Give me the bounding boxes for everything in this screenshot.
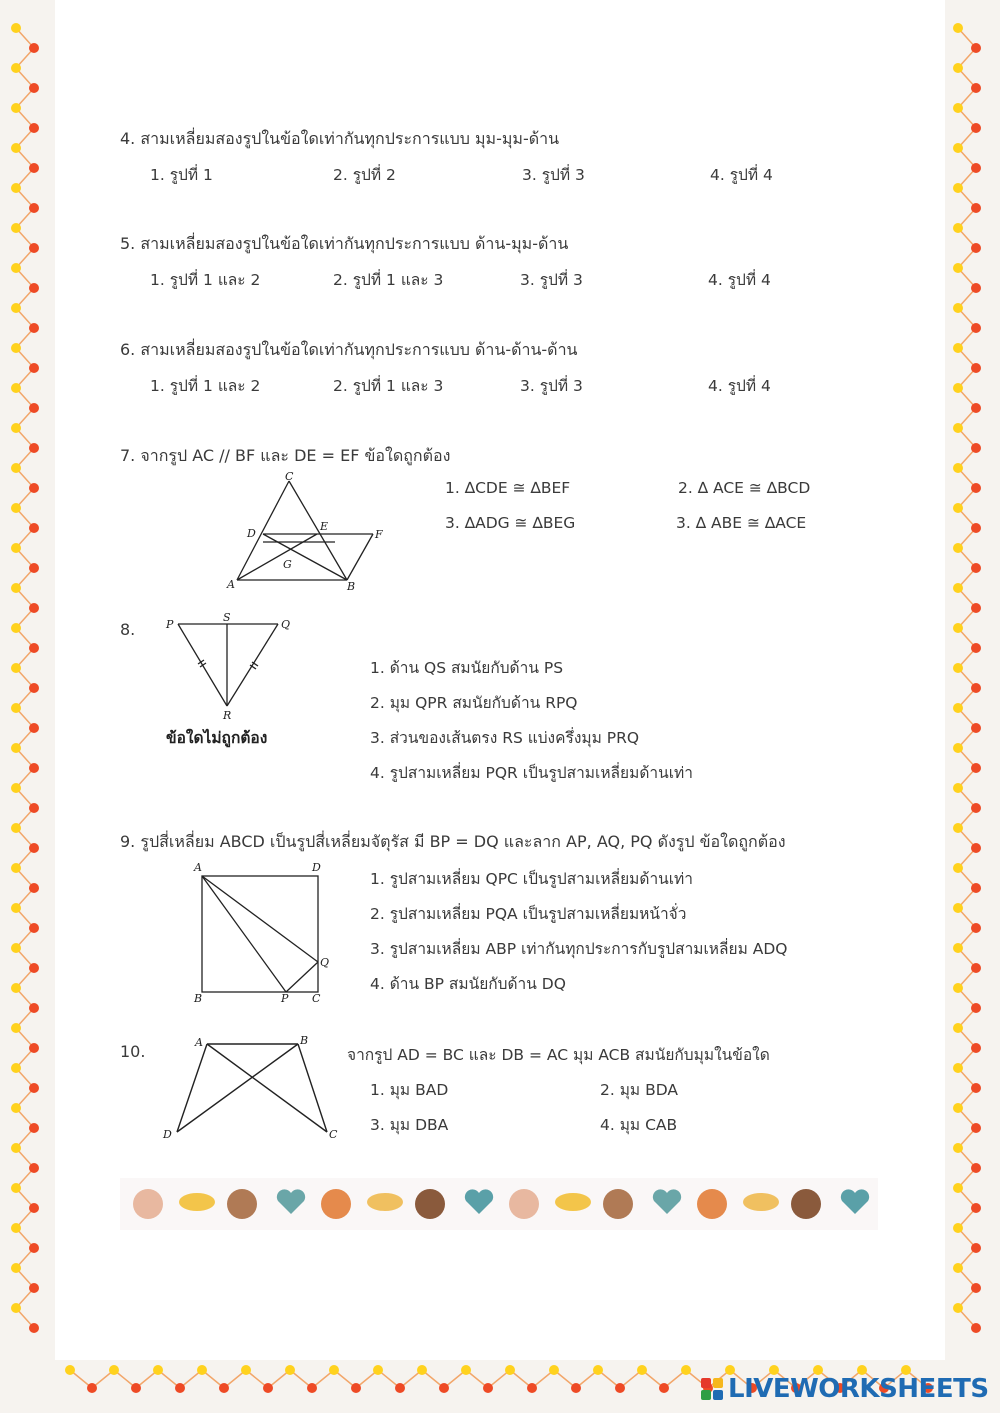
garland-dot <box>153 1365 163 1375</box>
question-9-option-1[interactable]: 1. รูปสามเหลี่ยม QPC เป็นรูปสามเหลี่ยมด้านเท่า <box>370 870 693 888</box>
garland-dot <box>953 1143 963 1153</box>
garland-dot <box>29 363 39 373</box>
question-9-stem: 9. รูปสี่เหลี่ยม ABCD เป็นรูปสี่เหลี่ยมจัตุรัส มี BP = DQ และลาก AP, AQ, PQ ดังรูป ข้อใดถูกต้อง <box>120 832 786 851</box>
garland-dot <box>11 703 21 713</box>
garland-dot <box>953 423 963 433</box>
garland-dot <box>971 1123 981 1133</box>
q7-label-d: D <box>247 527 256 540</box>
garland-dot <box>11 1103 21 1113</box>
garland-dot <box>329 1365 339 1375</box>
garland-dot <box>29 963 39 973</box>
garland-dot <box>29 283 39 293</box>
question-4-option-4[interactable]: 4. รูปที่ 4 <box>710 166 773 184</box>
garland-dot <box>953 1183 963 1193</box>
sticker-shape <box>133 1189 163 1219</box>
garland-dot <box>971 1163 981 1173</box>
garland-dot <box>29 763 39 773</box>
garland-dot <box>29 923 39 933</box>
garland-dot <box>971 243 981 253</box>
garland-dot <box>971 563 981 573</box>
left-border-garland <box>11 23 39 1333</box>
sticker-shape <box>227 1189 257 1219</box>
garland-dot <box>11 463 21 473</box>
q9-label-a: A <box>194 861 202 874</box>
garland-dot <box>29 1083 39 1093</box>
question-6-option-4[interactable]: 4. รูปที่ 4 <box>708 377 771 395</box>
q9-label-b: B <box>194 992 203 1005</box>
garland-dot <box>29 323 39 333</box>
garland-dot <box>971 1283 981 1293</box>
garland-dot <box>29 1203 39 1213</box>
liveworksheets-wordmark: LIVEWORKSHEETS <box>728 1374 989 1404</box>
question-9-figure <box>190 858 340 1006</box>
garland-dot <box>953 263 963 273</box>
garland-dot <box>483 1383 493 1393</box>
garland-dot <box>971 123 981 133</box>
question-8-option-3[interactable]: 3. ส่วนของเส้นตรง RS แบ่งครึ่งมุม PRQ <box>370 729 640 747</box>
garland-dot <box>527 1383 537 1393</box>
garland-dot <box>571 1383 581 1393</box>
question-10-option-2[interactable]: 2. มุม BDA <box>600 1081 678 1099</box>
garland-dot <box>29 1163 39 1173</box>
garland-dot <box>11 1143 21 1153</box>
garland-dot <box>11 1223 21 1233</box>
q7-label-b: B <box>347 580 356 593</box>
garland-dot <box>395 1383 405 1393</box>
garland-dot <box>953 503 963 513</box>
q8-label-p: P <box>166 618 174 631</box>
garland-dot <box>953 63 963 73</box>
garland-dot <box>681 1365 691 1375</box>
q8-label-r: R <box>223 709 232 722</box>
garland-dot <box>971 1003 981 1013</box>
garland-dot <box>953 103 963 113</box>
q7-label-f: F <box>375 528 383 541</box>
garland-dot <box>11 663 21 673</box>
garland-dot <box>29 1323 39 1333</box>
garland-dot <box>29 1123 39 1133</box>
question-4-stem: 4. สามเหลี่ยมสองรูปในข้อใดเท่ากันทุกประการแบบ มุม-มุม-ด้าน <box>120 129 560 148</box>
garland-dot <box>29 403 39 413</box>
garland-dot <box>953 983 963 993</box>
garland-dot <box>659 1383 669 1393</box>
sticker-shape <box>179 1193 215 1211</box>
garland-dot <box>953 1063 963 1073</box>
garland-dot <box>29 483 39 493</box>
garland-dot <box>971 43 981 53</box>
garland-dot <box>11 823 21 833</box>
garland-dot <box>29 843 39 853</box>
garland-dot <box>953 823 963 833</box>
garland-dot <box>29 603 39 613</box>
garland-dot <box>11 223 21 233</box>
garland-dot <box>29 643 39 653</box>
garland-dot <box>29 883 39 893</box>
garland-dot <box>11 623 21 633</box>
garland-dot <box>971 683 981 693</box>
sticker-shape <box>509 1189 539 1219</box>
garland-string <box>16 28 34 1328</box>
garland-dot <box>953 223 963 233</box>
question-8-option-1[interactable]: 1. ด้าน QS สมนัยกับด้าน PS <box>370 659 564 677</box>
garland-dot <box>29 203 39 213</box>
question-6-option-1[interactable]: 1. รูปที่ 1 และ 2 <box>150 377 261 395</box>
garland-dot <box>953 183 963 193</box>
garland-dot <box>971 1043 981 1053</box>
question-10-stem: จากรูป AD = BC และ DB = AC มุม ACB สมนัยกับมุมในข้อใด <box>347 1046 770 1064</box>
question-5-option-1[interactable]: 1. รูปที่ 1 และ 2 <box>150 271 261 289</box>
garland-dot <box>11 1023 21 1033</box>
garland-dot <box>971 523 981 533</box>
garland-dot <box>971 883 981 893</box>
garland-dot <box>11 143 21 153</box>
garland-dot <box>131 1383 141 1393</box>
sticker-shape <box>697 1189 727 1219</box>
garland-dot <box>11 903 21 913</box>
question-7-figure <box>225 468 395 598</box>
garland-dot <box>953 583 963 593</box>
sticker-strip-art <box>120 1178 878 1230</box>
question-4-option-1[interactable]: 1. รูปที่ 1 <box>150 166 213 184</box>
garland-dot <box>971 83 981 93</box>
sticker-shape <box>653 1189 681 1214</box>
question-7-option-4[interactable]: 3. ∆ ABE ≅ ∆ACE <box>676 514 807 532</box>
garland-dot <box>953 1023 963 1033</box>
garland-dot <box>971 323 981 333</box>
garland-dot <box>971 723 981 733</box>
garland-dot <box>505 1365 515 1375</box>
garland-dot <box>65 1365 75 1375</box>
garland-dot <box>953 943 963 953</box>
garland-dot <box>11 183 21 193</box>
garland-dot <box>971 203 981 213</box>
garland-dot <box>971 403 981 413</box>
garland-dot <box>29 683 39 693</box>
question-8-option-4[interactable]: 4. รูปสามเหลี่ยม PQR เป็นรูปสามเหลี่ยมด้านเท่า <box>370 764 693 782</box>
sticker-shape <box>555 1193 591 1211</box>
garland-dot <box>11 743 21 753</box>
garland-dot <box>971 763 981 773</box>
garland-dot <box>109 1365 119 1375</box>
question-10-number: 10. <box>120 1042 146 1061</box>
liveworksheets-logo-icon <box>700 1377 724 1401</box>
q10-label-d: D <box>163 1128 172 1141</box>
garland-dot <box>953 343 963 353</box>
garland-dot <box>351 1383 361 1393</box>
q9-label-c: C <box>312 992 321 1005</box>
q8-label-s: S <box>223 611 231 624</box>
garland-dot <box>971 483 981 493</box>
garland-dot <box>241 1365 251 1375</box>
garland-dot <box>373 1365 383 1375</box>
question-7-option-2[interactable]: 2. ∆ ACE ≅ ∆BCD <box>678 479 811 497</box>
question-10-option-4[interactable]: 4. มุม CAB <box>600 1116 678 1134</box>
question-8-figure <box>160 610 300 725</box>
question-9-option-3[interactable]: 3. รูปสามเหลี่ยม ABP เท่ากันทุกประการกับรูปสามเหลี่ยม ADQ <box>370 940 788 958</box>
question-5-option-3[interactable]: 3. รูปที่ 3 <box>520 271 583 289</box>
garland-dot <box>615 1383 625 1393</box>
garland-dot <box>953 383 963 393</box>
garland-dot <box>953 623 963 633</box>
garland-dot <box>11 423 21 433</box>
question-9-option-4[interactable]: 4. ด้าน BP สมนัยกับด้าน DQ <box>370 975 566 993</box>
right-border-garland <box>953 23 981 1333</box>
garland-dot <box>549 1365 559 1375</box>
garland-dot <box>971 1323 981 1333</box>
sticker-shape <box>277 1189 305 1214</box>
sticker-shape <box>791 1189 821 1219</box>
question-7-stem: 7. จากรูป AC // BF และ DE = EF ข้อใดถูกต้อง <box>120 446 451 465</box>
garland-dot <box>11 303 21 313</box>
question-9-option-2[interactable]: 2. รูปสามเหลี่ยม PQA เป็นรูปสามเหลี่ยมหน้าจั่ว <box>370 905 687 923</box>
garland-dot <box>29 1243 39 1253</box>
garland-dot <box>11 1063 21 1073</box>
garland-dot <box>953 1223 963 1233</box>
garland-dot <box>953 743 963 753</box>
question-10-option-1[interactable]: 1. มุม BAD <box>370 1081 449 1099</box>
sticker-shape <box>841 1189 869 1214</box>
garland-dot <box>417 1365 427 1375</box>
garland-dot <box>175 1383 185 1393</box>
question-5-option-2[interactable]: 2. รูปที่ 1 และ 3 <box>333 271 444 289</box>
garland-dot <box>11 1303 21 1313</box>
question-6-stem: 6. สามเหลี่ยมสองรูปในข้อใดเท่ากันทุกประการแบบ ด้าน-ด้าน-ด้าน <box>120 340 578 359</box>
garland-dot <box>953 863 963 873</box>
q7-label-c: C <box>285 470 294 483</box>
q9-label-d: D <box>312 861 321 874</box>
q10-label-a: A <box>195 1036 203 1049</box>
garland-dot <box>307 1383 317 1393</box>
garland-dot <box>953 143 963 153</box>
question-8-prompt <box>166 725 267 750</box>
q7-label-a: A <box>227 578 235 591</box>
question-8-prompt-prefix: ข้อใด <box>166 729 204 747</box>
garland-dot <box>971 1203 981 1213</box>
garland-dot <box>263 1383 273 1393</box>
q7-label-g: G <box>283 558 292 571</box>
garland-dot <box>953 23 963 33</box>
garland-dot <box>953 463 963 473</box>
garland-dot <box>953 703 963 713</box>
question-7-option-1[interactable]: 1. ∆CDE ≅ ∆BEF <box>445 479 571 497</box>
garland-dot <box>29 1003 39 1013</box>
garland-dot <box>29 83 39 93</box>
garland-dot <box>971 603 981 613</box>
garland-dot <box>29 43 39 53</box>
garland-dot <box>29 443 39 453</box>
garland-dot <box>971 803 981 813</box>
garland-dot <box>953 663 963 673</box>
question-8-prompt-emphasis: ไม่ถูกต้อง <box>203 729 268 747</box>
garland-dot <box>197 1365 207 1375</box>
garland-dot <box>971 1083 981 1093</box>
garland-dot <box>971 923 981 933</box>
garland-dot <box>11 383 21 393</box>
liveworksheets-brand[interactable] <box>700 1374 989 1404</box>
garland-dot <box>87 1383 97 1393</box>
sticker-shape <box>415 1189 445 1219</box>
sticker-shape <box>465 1189 493 1214</box>
garland-dot <box>29 1283 39 1293</box>
garland-dot <box>29 243 39 253</box>
garland-dot <box>971 843 981 853</box>
garland-dot <box>971 443 981 453</box>
garland-dot <box>11 1263 21 1273</box>
garland-dot <box>953 1103 963 1113</box>
garland-dot <box>285 1365 295 1375</box>
garland-dot <box>11 583 21 593</box>
garland-dot <box>11 23 21 33</box>
garland-dot <box>461 1365 471 1375</box>
q10-label-b: B <box>300 1034 309 1047</box>
garland-dot <box>11 983 21 993</box>
sticker-shape <box>743 1193 779 1211</box>
garland-dot <box>971 283 981 293</box>
garland-dot <box>593 1365 603 1375</box>
garland-dot <box>29 1043 39 1053</box>
garland-dot <box>11 103 21 113</box>
decorative-sticker-strip <box>120 1178 878 1230</box>
garland-dot <box>29 123 39 133</box>
garland-dot <box>11 343 21 353</box>
garland-string <box>958 28 976 1328</box>
question-7-option-3[interactable]: 3. ∆ADG ≅ ∆BEG <box>445 514 576 532</box>
garland-dot <box>29 563 39 573</box>
garland-dot <box>29 523 39 533</box>
question-5-option-4[interactable]: 4. รูปที่ 4 <box>708 271 771 289</box>
question-6-option-2[interactable]: 2. รูปที่ 1 และ 3 <box>333 377 444 395</box>
garland-dot <box>11 943 21 953</box>
garland-dot <box>971 643 981 653</box>
garland-dot <box>637 1365 647 1375</box>
garland-dot <box>971 963 981 973</box>
q9-label-p: P <box>281 992 289 1005</box>
garland-dot <box>29 163 39 173</box>
question-10-figure <box>155 1030 350 1145</box>
garland-dot <box>971 1243 981 1253</box>
q7-label-e: E <box>320 520 329 533</box>
q8-label-q: Q <box>281 618 291 631</box>
garland-dot <box>953 303 963 313</box>
garland-dot <box>953 1303 963 1313</box>
question-4-option-3[interactable]: 3. รูปที่ 3 <box>522 166 585 184</box>
garland-dot <box>11 503 21 513</box>
garland-dot <box>439 1383 449 1393</box>
garland-dot <box>11 783 21 793</box>
garland-dot <box>953 543 963 553</box>
question-5-stem: 5. สามเหลี่ยมสองรูปในข้อใดเท่ากันทุกประการแบบ ด้าน-มุม-ด้าน <box>120 234 569 253</box>
garland-dot <box>29 803 39 813</box>
garland-dot <box>11 1183 21 1193</box>
question-8-number: 8. <box>120 620 136 639</box>
garland-dot <box>29 723 39 733</box>
garland-dot <box>11 263 21 273</box>
question-4-option-2[interactable]: 2. รูปที่ 2 <box>333 166 396 184</box>
garland-dot <box>953 903 963 913</box>
sticker-shape <box>367 1193 403 1211</box>
question-8-option-2[interactable]: 2. มุม QPR สมนัยกับด้าน RPQ <box>370 694 578 712</box>
garland-dot <box>971 363 981 373</box>
q10-label-c: C <box>329 1128 338 1141</box>
garland-dot <box>11 543 21 553</box>
sticker-shape <box>603 1189 633 1219</box>
question-6-option-3[interactable]: 3. รูปที่ 3 <box>520 377 583 395</box>
question-10-option-3[interactable]: 3. มุม DBA <box>370 1116 449 1134</box>
garland-dot <box>11 63 21 73</box>
garland-dot <box>953 1263 963 1273</box>
garland-dot <box>971 163 981 173</box>
sticker-shape <box>321 1189 351 1219</box>
garland-dot <box>953 783 963 793</box>
garland-dot <box>219 1383 229 1393</box>
q9-label-q: Q <box>320 956 330 969</box>
garland-dot <box>11 863 21 873</box>
